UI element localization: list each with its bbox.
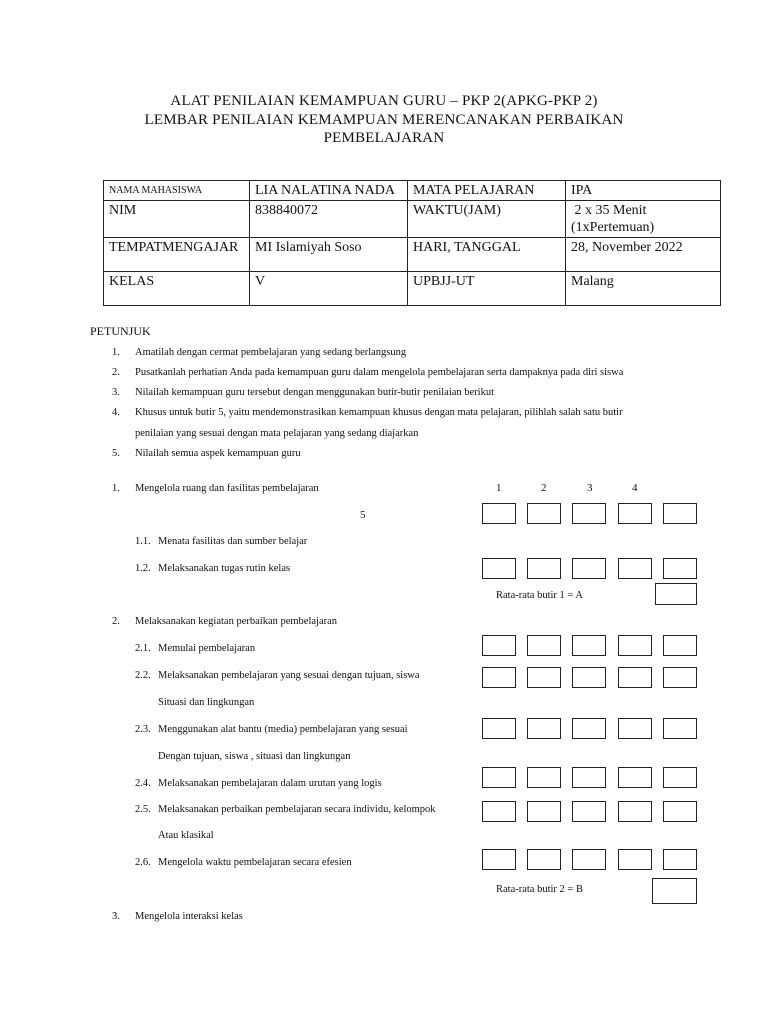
list-item: Mengelola waktu pembelajaran secara efesien (158, 857, 352, 868)
list-item: Memulai pembelajaran (158, 643, 256, 654)
score-box[interactable] (618, 503, 652, 524)
score-box[interactable] (572, 767, 606, 788)
value-kelas: V (250, 272, 408, 306)
item-number: 1.2. (135, 563, 151, 574)
scale-label-2: 2 (541, 482, 547, 494)
section-number: 3. (112, 911, 120, 922)
label-kelas: KELAS (104, 272, 250, 306)
score-box[interactable] (482, 503, 516, 524)
score-box[interactable] (572, 849, 606, 870)
list-item: Menata fasilitas dan sumber belajar (158, 536, 308, 547)
list-item: Nilailah semua aspek kemampuan guru (135, 448, 301, 459)
score-box[interactable] (663, 849, 697, 870)
section-title: Mengelola interaksi kelas (135, 911, 243, 922)
list-item-number: 3. (112, 387, 120, 398)
average-box-a[interactable] (655, 583, 697, 605)
score-box[interactable] (527, 503, 561, 524)
item-number: 2.6. (135, 857, 151, 868)
value-upbjj: Malang (566, 272, 721, 306)
label-upbjj: UPBJJ-UT (408, 272, 566, 306)
value-waktu-line1: 2 x 35 Menit (571, 203, 647, 218)
section-number: 2. (112, 616, 120, 627)
section-number: 1. (112, 483, 120, 494)
score-box[interactable] (663, 558, 697, 579)
list-item-number: 4. (112, 407, 120, 418)
list-item-continuation: Situasi dan lingkungan (158, 697, 255, 708)
score-box[interactable] (527, 767, 561, 788)
list-item: Menggunakan alat bantu (media) pembelajaran yang sesuai (158, 724, 408, 735)
score-box[interactable] (527, 635, 561, 656)
value-waktu-line2: (1xPertemuan) (571, 220, 655, 235)
score-box[interactable] (482, 558, 516, 579)
score-box[interactable] (527, 849, 561, 870)
list-item: Amatilah dengan cermat pembelajaran yang sedang berlangsung (135, 347, 407, 358)
score-box[interactable] (527, 667, 561, 688)
score-box[interactable] (482, 767, 516, 788)
list-item: Melaksanakan pembelajaran yang sesuai dengan tujuan, siswa (158, 670, 420, 681)
score-box[interactable] (482, 667, 516, 688)
score-box[interactable] (618, 801, 652, 822)
table-row (104, 181, 721, 201)
label-mata-pelajaran: MATA PELAJARAN (408, 181, 566, 201)
value-mata-pelajaran: IPA (566, 181, 721, 201)
item-number: 2.1. (135, 643, 151, 654)
score-box[interactable] (527, 718, 561, 739)
score-box[interactable] (663, 667, 697, 688)
score-box[interactable] (663, 718, 697, 739)
label-nama-mahasiswa: NAMA MAHASISWA (104, 181, 250, 201)
item-number: 1.1. (135, 536, 151, 547)
value-nim: 838840072 (250, 201, 408, 238)
list-item-continuation: Dengan tujuan, siswa , situasi dan lingkungan (158, 751, 351, 762)
scale-label-3: 3 (587, 482, 593, 494)
identity-table (103, 180, 721, 306)
section-title: Melaksanakan kegiatan perbaikan pembelajaran (135, 616, 338, 627)
value-tempat-mengajar: MI Islamiyah Soso (250, 238, 408, 272)
label-hari-tanggal: HARI, TANGGAL (408, 238, 566, 272)
score-box[interactable] (663, 635, 697, 656)
list-item: Khusus untuk butir 5, yaitu mendemonstrasikan kemampuan khusus dengan mata pelajaran, pilihlah salah satu butir (135, 407, 623, 418)
item-number: 2.4. (135, 778, 151, 789)
label-waktu: WAKTU(JAM) (408, 201, 566, 238)
label-nim: NIM (104, 201, 250, 238)
document-title-line3: PEMBELAJARAN (323, 130, 445, 146)
score-box[interactable] (618, 718, 652, 739)
table-row (104, 272, 721, 306)
item-number: 2.3. (135, 724, 151, 735)
value-waktu (566, 201, 721, 238)
list-item: Melaksanakan perbaikan pembelajaran secara individu, kelompok (158, 804, 436, 815)
document-title-line2: LEMBAR PENILAIAN KEMAMPUAN MERENCANAKAN PERBAIKAN (144, 112, 624, 128)
document-title-line1: ALAT PENILAIAN KEMAMPUAN GURU – PKP 2(APKG-PKP 2) (170, 93, 598, 109)
list-item-number: 2. (112, 367, 120, 378)
score-box[interactable] (618, 767, 652, 788)
score-box[interactable] (663, 767, 697, 788)
score-box[interactable] (618, 635, 652, 656)
score-box[interactable] (572, 558, 606, 579)
petunjuk-heading: PETUNJUK (90, 324, 151, 338)
value-hari-tanggal: 28, November 2022 (566, 238, 721, 272)
average-label-a: Rata-rata butir 1 = A (496, 590, 583, 601)
list-item: Melaksanakan pembelajaran dalam urutan yang logis (158, 778, 382, 789)
score-box[interactable] (482, 849, 516, 870)
score-box[interactable] (572, 718, 606, 739)
score-box[interactable] (663, 801, 697, 822)
scale-label-1: 1 (496, 482, 502, 494)
score-box[interactable] (482, 635, 516, 656)
score-box[interactable] (572, 635, 606, 656)
list-item-continuation: Atau klasikal (158, 830, 214, 841)
item-number: 2.5. (135, 804, 151, 815)
score-box[interactable] (527, 558, 561, 579)
score-box[interactable] (572, 503, 606, 524)
section-title: Mengelola ruang dan fasilitas pembelajaran (135, 483, 319, 494)
value-nama-mahasiswa: LIA NALATINA NADA (250, 181, 408, 201)
list-item: Melaksanakan tugas rutin kelas (158, 563, 291, 574)
item-number: 2.2. (135, 670, 151, 681)
label-tempat-mengajar: TEMPATMENGAJAR (104, 238, 250, 272)
scale-label-5: 5 (360, 509, 366, 521)
score-box[interactable] (572, 667, 606, 688)
list-item-number: 5. (112, 448, 120, 459)
table-row (104, 201, 721, 238)
score-box[interactable] (663, 503, 697, 524)
score-box[interactable] (618, 667, 652, 688)
table-row (104, 238, 721, 272)
list-item-number: 1. (112, 347, 120, 358)
average-label-b: Rata-rata butir 2 = B (496, 884, 583, 895)
scale-label-4: 4 (632, 482, 638, 494)
list-item: Nilailah kemampuan guru tersebut dengan menggunakan butir-butir penilaian berikut (135, 387, 495, 398)
list-item-continuation: penilaian yang sesuai dengan mata pelajaran yang sedang diajarkan (135, 428, 419, 439)
score-box[interactable] (482, 718, 516, 739)
score-box[interactable] (618, 849, 652, 870)
average-box-b[interactable] (652, 878, 697, 904)
score-box[interactable] (618, 558, 652, 579)
score-box[interactable] (527, 801, 561, 822)
score-box[interactable] (482, 801, 516, 822)
score-box[interactable] (572, 801, 606, 822)
list-item: Pusatkanlah perhatian Anda pada kemampuan guru dalam mengelola pembelajaran serta dampaknya pada diri siswa (135, 367, 624, 378)
